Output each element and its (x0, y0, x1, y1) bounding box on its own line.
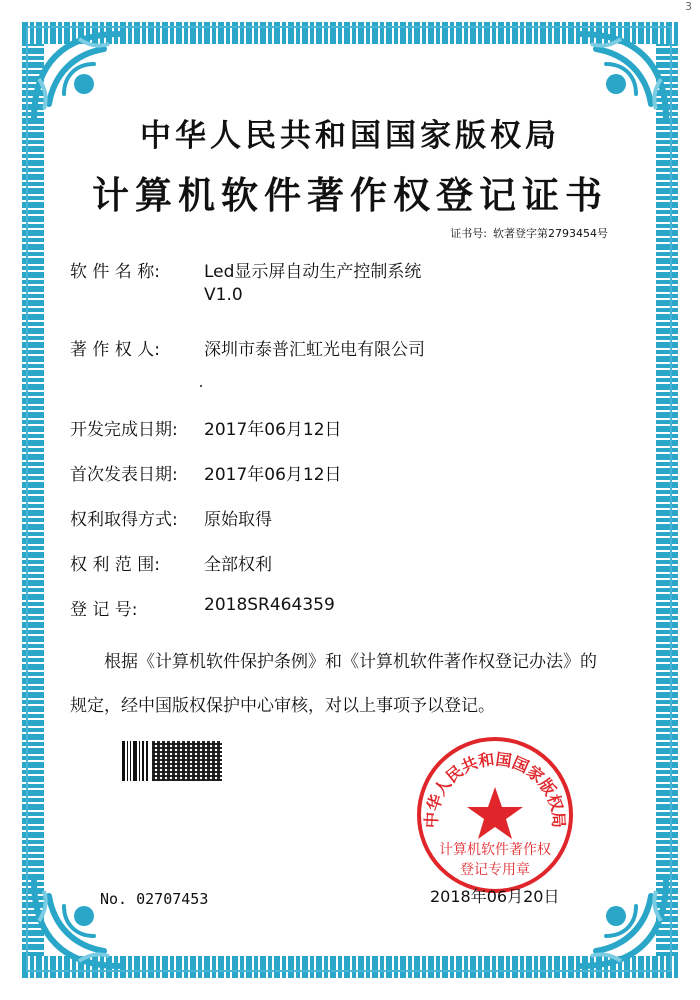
statement-line-2: 规定，经中国版权保护中心审核，对以上事项予以登记。 (70, 696, 495, 716)
field-registration-number (70, 595, 335, 620)
field-value: 2017年06月12日 (204, 420, 342, 440)
issuer-title: 中华人民共和国国家版权局 (140, 118, 560, 154)
barcode-icon (122, 741, 222, 781)
corner-ornament-icon (24, 866, 134, 976)
issue-date: 2018年06月20日 (430, 887, 560, 906)
official-seal (415, 735, 575, 895)
field-label: 著 作 权 人: (70, 340, 160, 360)
field-value: 深圳市泰普汇虹光电有限公司 (204, 340, 425, 360)
field-value: 2017年06月12日 (204, 465, 342, 485)
corner-ornament-icon (566, 866, 676, 976)
software-name-value: Led显示屏自动生产控制系统 (204, 262, 422, 282)
statement-paragraph (70, 640, 640, 728)
certificate-title: 计算机软件著作权登记证书 (92, 174, 608, 217)
field-label: 开发完成日期: (70, 420, 178, 440)
seal-text-line-1: 计算机软件著作权 (439, 842, 551, 858)
serial-number: No. 02707453 (100, 890, 209, 908)
field-label: 软 件 名 称: (70, 262, 160, 282)
field-label: 权利取得方式: (70, 510, 178, 530)
field-value: 全部权利 (204, 555, 272, 575)
field-label: 权 利 范 围: (70, 555, 160, 575)
software-version-value: V1.0 (204, 285, 243, 305)
page-mark: 3 (685, 0, 692, 13)
field-value: 原始取得 (204, 510, 272, 530)
statement-line-1: 根据《计算机软件保护条例》和《计算机软件著作权登记办法》的 (104, 652, 597, 672)
speck (200, 385, 202, 387)
cert-no-value: 软著登字第2793454号 (493, 227, 608, 240)
field-copyright-owner (70, 335, 425, 360)
seal-text-line-2: 登记专用章 (460, 862, 530, 878)
field-label: 首次发表日期: (70, 465, 178, 485)
field-first-publish-date (70, 460, 342, 485)
field-label: 登 记 号: (70, 600, 138, 620)
field-value (204, 257, 421, 305)
cert-no-label: 证书号: (450, 227, 487, 240)
field-acquisition-method (70, 505, 272, 530)
seal-star-icon (467, 787, 523, 839)
field-dev-completion-date (70, 415, 342, 440)
field-value: 2018SR464359 (204, 595, 335, 615)
field-rights-scope (70, 550, 272, 575)
certificate-number (444, 225, 608, 241)
seal-ring-text: 中华人民共和国国家版权局 (421, 749, 569, 829)
field-software-name (70, 257, 421, 305)
